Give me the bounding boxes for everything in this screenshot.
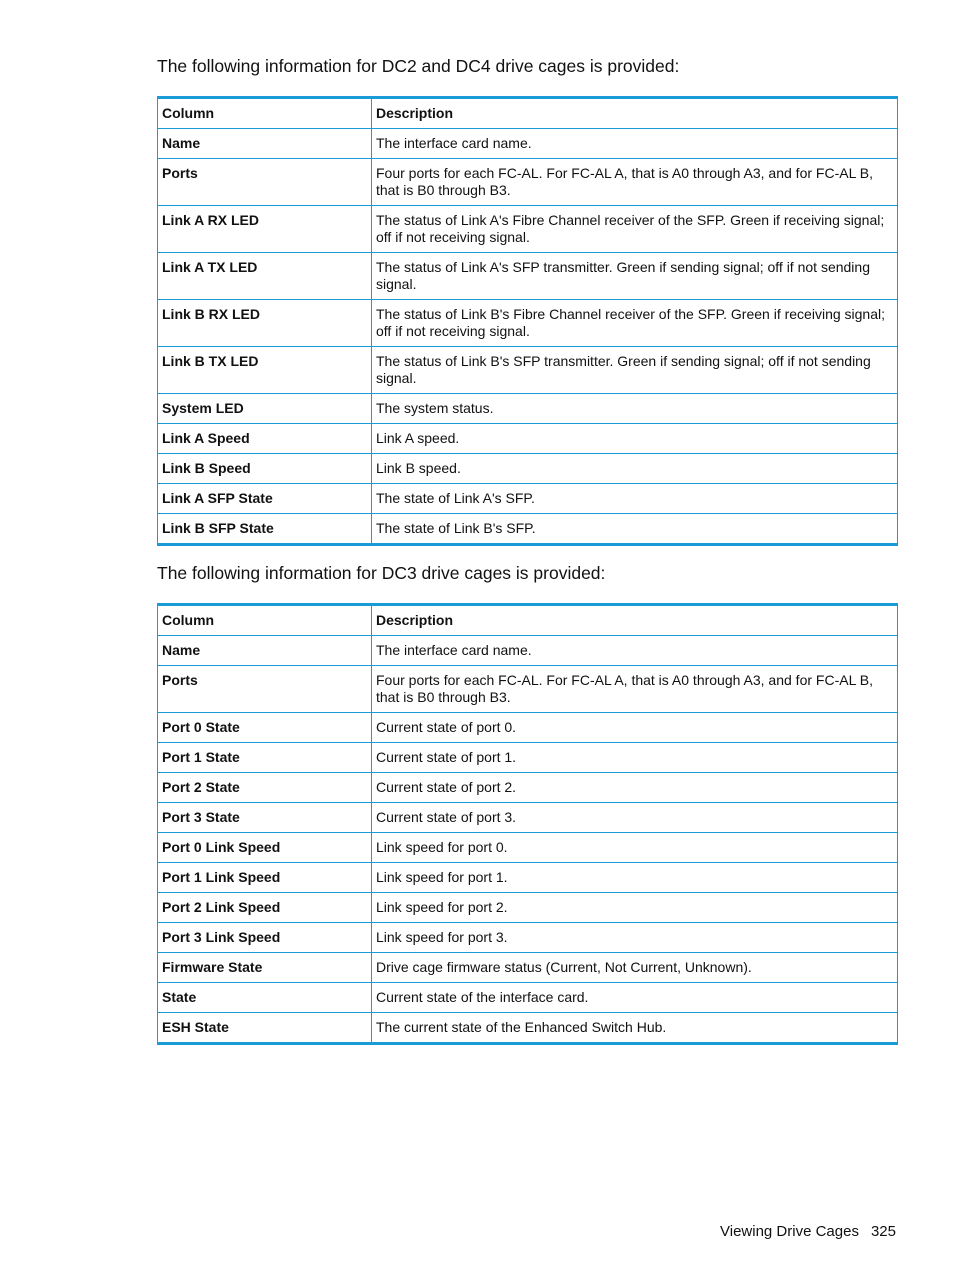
table-row xyxy=(158,347,898,394)
description-header: Description xyxy=(372,98,898,129)
row-key: Ports xyxy=(158,159,372,206)
row-description: Current state of port 3. xyxy=(372,803,898,833)
column-header: Column xyxy=(158,605,372,636)
table-row xyxy=(158,713,898,743)
dc2-dc4-info-table xyxy=(157,96,898,546)
table-row xyxy=(158,743,898,773)
row-key: System LED xyxy=(158,394,372,424)
table-row xyxy=(158,129,898,159)
row-key: Port 0 Link Speed xyxy=(158,833,372,863)
row-description: Four ports for each FC-AL. For FC-AL A, that is A0 through A3, and for FC-AL B, that is B0 through B3. xyxy=(372,159,898,206)
row-key: Port 3 State xyxy=(158,803,372,833)
table-row xyxy=(158,983,898,1013)
row-key: Link B TX LED xyxy=(158,347,372,394)
row-description: The system status. xyxy=(372,394,898,424)
table-row xyxy=(158,394,898,424)
row-description: The state of Link A's SFP. xyxy=(372,484,898,514)
row-key: Port 1 State xyxy=(158,743,372,773)
row-description: Current state of port 1. xyxy=(372,743,898,773)
dc3-info-table xyxy=(157,603,898,1045)
footer-section-title: Viewing Drive Cages xyxy=(720,1223,859,1240)
table-row xyxy=(158,206,898,253)
row-key: Firmware State xyxy=(158,953,372,983)
table-row xyxy=(158,803,898,833)
row-description: The status of Link A's Fibre Channel receiver of the SFP. Green if receiving signal; off if not receiving signal. xyxy=(372,206,898,253)
table-row xyxy=(158,953,898,983)
table-row xyxy=(158,863,898,893)
row-description: Link speed for port 2. xyxy=(372,893,898,923)
table-row xyxy=(158,636,898,666)
row-description: Link B speed. xyxy=(372,454,898,484)
row-key: Link A Speed xyxy=(158,424,372,454)
row-description: The status of Link B's SFP transmitter. Green if sending signal; off if not sending signal. xyxy=(372,347,898,394)
row-key: ESH State xyxy=(158,1013,372,1044)
row-key: Name xyxy=(158,129,372,159)
table-row xyxy=(158,484,898,514)
row-description: Link speed for port 3. xyxy=(372,923,898,953)
table-row xyxy=(158,893,898,923)
intro-paragraph-dc2-dc4: The following information for DC2 and DC4 drive cages is provided: xyxy=(157,56,680,76)
row-description: Link speed for port 0. xyxy=(372,833,898,863)
table-row xyxy=(158,923,898,953)
row-description: Current state of the interface card. xyxy=(372,983,898,1013)
row-key: Port 0 State xyxy=(158,713,372,743)
column-header: Column xyxy=(158,98,372,129)
row-key: Port 2 State xyxy=(158,773,372,803)
table-header-row xyxy=(158,98,898,129)
row-description: The current state of the Enhanced Switch Hub. xyxy=(372,1013,898,1044)
row-key: Port 1 Link Speed xyxy=(158,863,372,893)
row-key: Link A TX LED xyxy=(158,253,372,300)
row-key: Ports xyxy=(158,666,372,713)
table-row xyxy=(158,300,898,347)
table-header-row xyxy=(158,605,898,636)
table-row xyxy=(158,454,898,484)
row-description: Drive cage firmware status (Current, Not Current, Unknown). xyxy=(372,953,898,983)
row-description: The interface card name. xyxy=(372,636,898,666)
row-key: Link A RX LED xyxy=(158,206,372,253)
row-description: The status of Link B's Fibre Channel receiver of the SFP. Green if receiving signal; off if not receiving signal. xyxy=(372,300,898,347)
page-number: 325 xyxy=(870,1223,896,1240)
row-description: Link A speed. xyxy=(372,424,898,454)
table-row xyxy=(158,1013,898,1044)
row-key: Name xyxy=(158,636,372,666)
row-description: Four ports for each FC-AL. For FC-AL A, that is A0 through A3, and for FC-AL B, that is B0 through B3. xyxy=(372,666,898,713)
row-key: Port 3 Link Speed xyxy=(158,923,372,953)
row-description: Link speed for port 1. xyxy=(372,863,898,893)
intro-paragraph-dc3: The following information for DC3 drive cages is provided: xyxy=(157,563,606,583)
row-description: The state of Link B's SFP. xyxy=(372,514,898,545)
description-header: Description xyxy=(372,605,898,636)
table-row xyxy=(158,253,898,300)
table-row xyxy=(158,159,898,206)
row-key: Link B SFP State xyxy=(158,514,372,545)
row-description: Current state of port 2. xyxy=(372,773,898,803)
row-description: Current state of port 0. xyxy=(372,713,898,743)
table-row xyxy=(158,666,898,713)
page-footer xyxy=(600,1222,896,1242)
table-row xyxy=(158,833,898,863)
table-row xyxy=(158,773,898,803)
table-row xyxy=(158,514,898,545)
row-description: The interface card name. xyxy=(372,129,898,159)
row-description: The status of Link A's SFP transmitter. Green if sending signal; off if not sending signal. xyxy=(372,253,898,300)
table-row xyxy=(158,424,898,454)
row-key: Link A SFP State xyxy=(158,484,372,514)
row-key: State xyxy=(158,983,372,1013)
row-key: Link B Speed xyxy=(158,454,372,484)
row-key: Link B RX LED xyxy=(158,300,372,347)
row-key: Port 2 Link Speed xyxy=(158,893,372,923)
